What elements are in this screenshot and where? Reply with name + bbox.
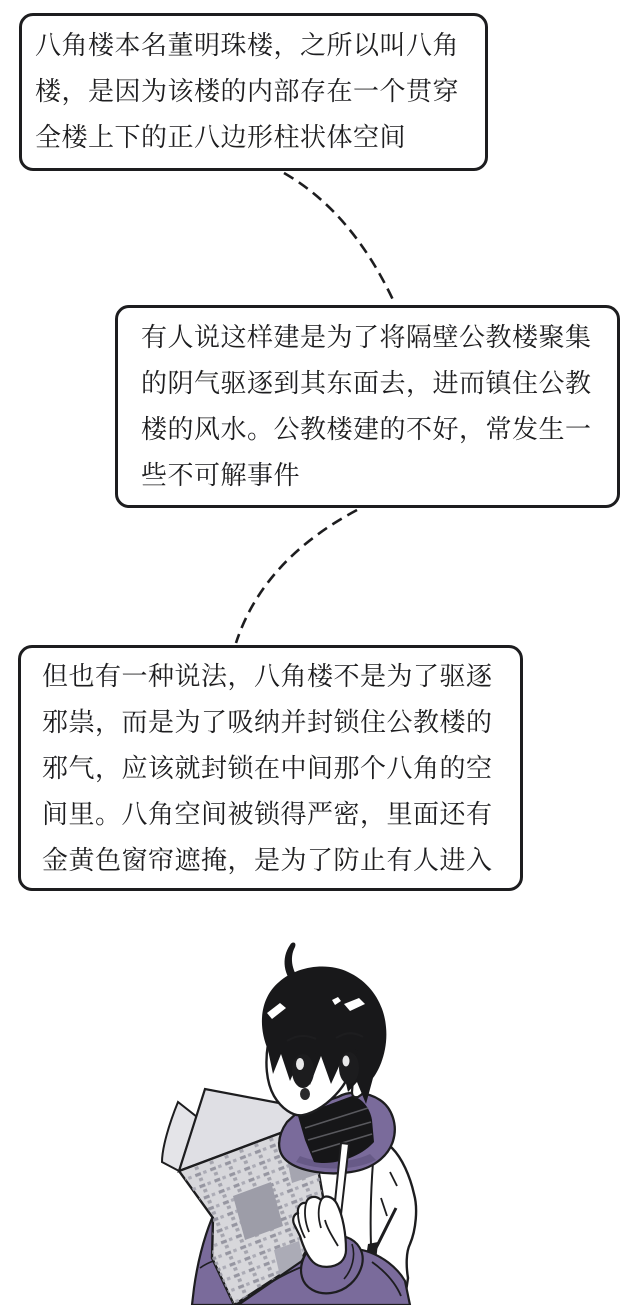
bubble-line: 有人说这样建是为了将隔壁公教楼聚集 [141,322,592,352]
bubble-line: 的阴气驱逐到其东面去，进而镇住公教 [141,368,592,398]
head [262,943,386,1116]
bubble-line: 八角楼本名董明珠楼，之所以叫八角 [35,30,460,60]
bubble-line: 但也有一种说法，八角楼不是为了驱逐 [42,661,493,691]
speech-bubble-1 [19,13,488,171]
speech-bubble-3 [18,645,523,891]
bubble-line: 邪气，应该就封锁在中间那个八角的空 [42,753,493,783]
bubble-line: 邪祟，而是为了吸纳并封锁住公教楼的 [42,707,493,737]
speech-bubble-2 [115,305,620,508]
bubble-line: 全楼上下的正八边形柱状体空间 [35,122,407,152]
bubble-line: 些不可解事件 [141,460,301,490]
boy-illustration [140,930,500,1305]
bubble-line: 楼，是因为该楼的内部存在一个贯穿 [35,76,460,106]
bubble-line: 楼的风水。公教楼建的不好，常发生一 [141,414,592,444]
connector-dash-2 [236,510,357,643]
bubble-line: 金黄色窗帘遮掩，是为了防止有人进入 [42,845,493,875]
mouth [300,1088,310,1100]
bubble-line: 间里。八角空间被锁得严密，里面还有 [42,799,493,829]
connector-dash-1 [284,173,394,302]
